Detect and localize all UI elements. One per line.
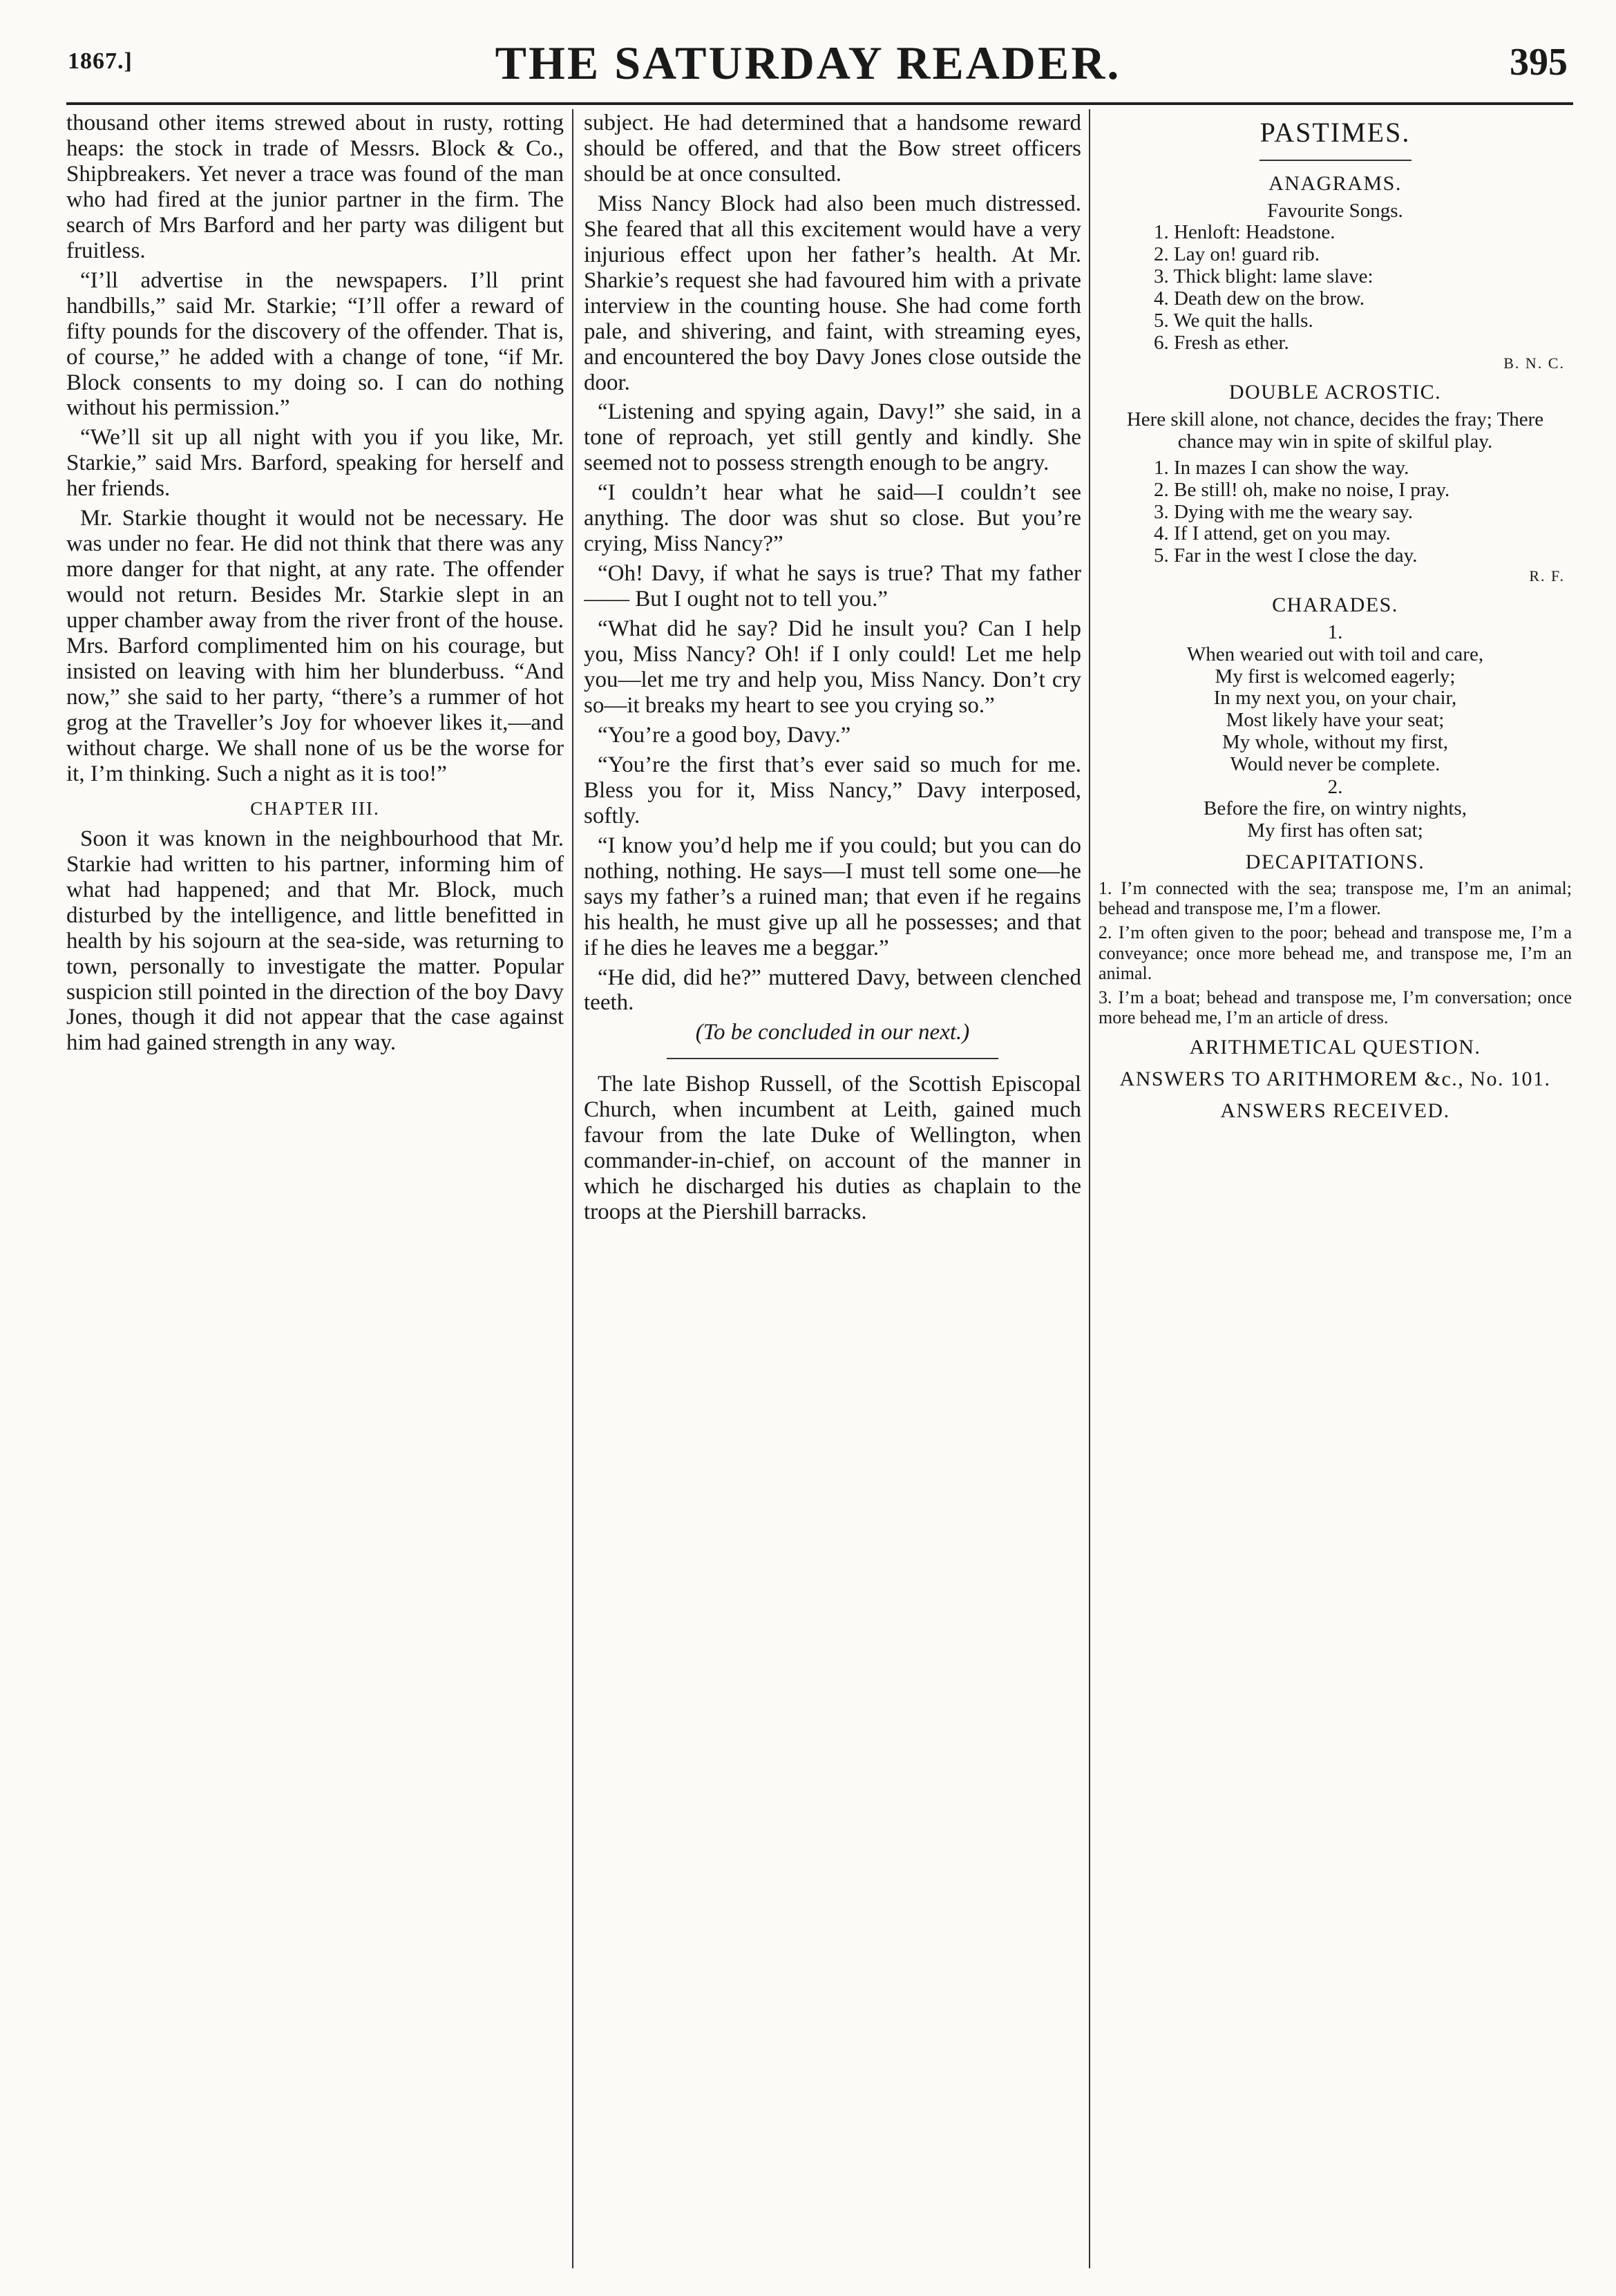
anagram-item: 2. Lay on! guard rib. (1154, 243, 1320, 266)
story-paragraph: Soon it was known in the neighbourhood that Mr. Starkie had written to his partner, informing him of what had happened; and that Mr. Block, much disturbed by the intelligence, and little benefitted in health by his sojourn at the sea-side, was returning to town, personally to investigate the matter. Popular suspicion still pointed in the direction of the boy Davy Jones, though it did not appear that the case against him had gained strength in any way. (66, 826, 564, 1056)
story-paragraph: subject. He had determined that a handsome reward should be offered, and that the Bow street officers should be at once consulted. (584, 111, 1081, 187)
column-divider (1089, 109, 1090, 2268)
charade-line: When wearied out with toil and care, (1186, 643, 1484, 665)
anagram-item: 6. Fresh as ether. (1154, 331, 1289, 354)
anecdote-paragraph: The late Bishop Russell, of the Scottish Episcopal Church, when incumbent at Leith, gained much favour from the late Duke of Wellington, when commander-in-chief, on account of the manner in which he discharged his duties as chaplain to the troops at the Piershill barracks. (584, 1072, 1081, 1225)
decapitation-item: 3. I’m a boat; behead and transpose me, I’m conversation; once more behead me, I’m an article of dress. (1099, 987, 1572, 1027)
section-rule (1259, 160, 1411, 161)
story-paragraph: “What did he say? Did he insult you? Can I help you, Miss Nancy? Oh! if I only could! Let me help you—let me try and help you, Miss Nancy. Don’t cry so—it breaks my heart to see you crying so.” (584, 616, 1081, 718)
anagram-item: 1. Henloft: Headstone. (1154, 221, 1335, 244)
story-paragraph: “We’ll sit up all night with you if you like, Mr. Starkie,” said Mrs. Barford, speaking for herself and her friends. (66, 425, 564, 502)
page-number: 395 (1510, 41, 1568, 84)
decapitation-item: 2. I’m often given to the poor; behead and transpose me, I’m a conveyance; once more behead me, and transpose me, I’m an animal. (1099, 922, 1572, 983)
column-divider (572, 109, 573, 2268)
charade-number: 1. (1327, 621, 1343, 644)
header-rule (66, 102, 1573, 105)
story-paragraph: “Listening and spying again, Davy!” she said, in a tone of reproach, yet still gently and kindly. She seemed not to possess strength enough to be angry. (584, 399, 1081, 476)
anagram-item: 3. Thick blight: lame slave: (1154, 265, 1373, 288)
anagram-item: 5. We quit the halls. (1154, 310, 1313, 332)
charade-line: My first is welcomed eagerly; (1215, 665, 1456, 687)
double-acrostic-heading: DOUBLE ACROSTIC. (1228, 380, 1442, 404)
arithmetical-question-heading: ARITHMETICAL QUESTION. (1189, 1036, 1481, 1059)
answers-heading: ANSWERS TO ARITHMOREM &c., No. 101. (1119, 1068, 1551, 1091)
answers-received-heading: ANSWERS RECEIVED. (1220, 1099, 1450, 1123)
story-paragraph: thousand other items strewed about in rusty, rotting heaps: the stock in trade of Messrs. Block & Co., Shipbreakers. Yet never a trace was found of the man who had fired at the junior partner in the firm. The search of Mrs Barford and her party was diligent but fruitless. (66, 111, 564, 263)
column-middle (584, 111, 1081, 2259)
anagrams-subheading: Favourite Songs. (1267, 200, 1403, 222)
page-header (0, 0, 1616, 117)
decapitations-heading: DECAPITATIONS. (1245, 851, 1425, 874)
charade-line: In my next you, on your chair, (1213, 687, 1457, 710)
acrostic-item: 4. If I attend, get on you may. (1154, 522, 1391, 545)
contributor-signature: B. N. C. (1503, 354, 1565, 372)
acrostic-item: 3. Dying with me the weary say. (1154, 500, 1414, 523)
charade-line: My whole, without my first, (1221, 731, 1449, 754)
story-paragraph: “I’ll advertise in the newspapers. I’ll print handbills,” said Mr. Starkie; “I’ll offer a reward of fifty pounds for the discovery of the offender. That is, of course,” he added with a change of tone, “if Mr. Block consents to my doing so. I can do nothing without his permission.” (66, 267, 564, 421)
story-paragraph: Mr. Starkie thought it would not be necessary. He was under no fear. He did not think that there was any more danger for that night, at any rate. The offender would not return. Besides Mr. Starkie slept in an upper chamber away from the river front of the house. Mrs. Barford complimented him on his courage, but insisted on leaving with him her blunderbuss. “And now,” she said to her party, “there’s a rummer of hot grog at the Traveller’s Joy for whoever likes it,—and without charge. We shall none of us be the worse for it, I’m thinking. Such a night as it is too!” (66, 506, 564, 786)
acrostic-item: 1. In mazes I can show the way. (1154, 456, 1409, 479)
story-paragraph: “I couldn’t hear what he said—I couldn’t see anything. The door was shut so close. But you’re crying, Miss Nancy?” (584, 480, 1081, 557)
charade-line: Before the fire, on wintry nights, (1204, 797, 1467, 820)
story-paragraph: “I know you’d help me if you could; but you can do nothing, nothing. He says—I must tell some one—he says my father’s a ruined man; that even if he regains his health, he must give up all he possesses; and that if he dies he leaves me a beggar.” (584, 833, 1081, 960)
masthead-title: THE SATURDAY READER. (495, 37, 1121, 89)
acrostic-item: 5. Far in the west I close the day. (1154, 544, 1418, 567)
issue-date: 1867.] (68, 48, 133, 74)
charade-line: Would never be complete. (1230, 753, 1441, 776)
charades-heading: CHARADES. (1272, 594, 1398, 617)
story-paragraph: “You’re a good boy, Davy.” (598, 722, 851, 748)
chapter-heading: CHAPTER III. (250, 797, 380, 819)
acrostic-intro: Here skill alone, not chance, decides the fray; There chance may win in spite of skilful play. (1126, 408, 1544, 453)
charade-line: Most likely have your seat; (1226, 709, 1445, 732)
story-paragraph: “Oh! Davy, if what he says is true? That my father—— But I ought not to tell you.” (584, 561, 1081, 612)
contributor-signature: R. F. (1529, 567, 1565, 585)
anagram-item: 4. Death dew on the brow. (1154, 287, 1365, 310)
decapitation-item: 1. I’m connected with the sea; transpose me, I’m an animal; behead and transpose me, I’m a flower. (1099, 878, 1572, 919)
charade-number: 2. (1327, 776, 1343, 799)
anagrams-heading: ANAGRAMS. (1268, 172, 1402, 195)
story-paragraph: Miss Nancy Block had also been much distressed. She feared that all this excitement would have a very injurious effect upon her father’s health. At Mr. Sharkie’s request she had favoured him with a private interview in the counting house. She had come forth pale, and shivering, and faint, with streaming eyes, and encountered the boy Davy Jones close outside the door. (584, 191, 1081, 395)
acrostic-item: 2. Be still! oh, make no noise, I pray. (1154, 478, 1450, 501)
section-rule (667, 1058, 998, 1059)
pastimes-heading: PASTIMES. (1259, 117, 1411, 148)
charade-line: My first has often sat; (1247, 819, 1423, 842)
story-paragraph: “You’re the first that’s ever said so much for me. Bless you for it, Miss Nancy,” Davy interposed, softly. (584, 752, 1081, 828)
column-left (66, 111, 564, 2259)
column-right (1099, 111, 1572, 2259)
concluded-note: (To be concluded in our next.) (695, 1020, 970, 1045)
story-paragraph: “He did, did he?” muttered Davy, between clenched teeth. (584, 965, 1081, 1016)
